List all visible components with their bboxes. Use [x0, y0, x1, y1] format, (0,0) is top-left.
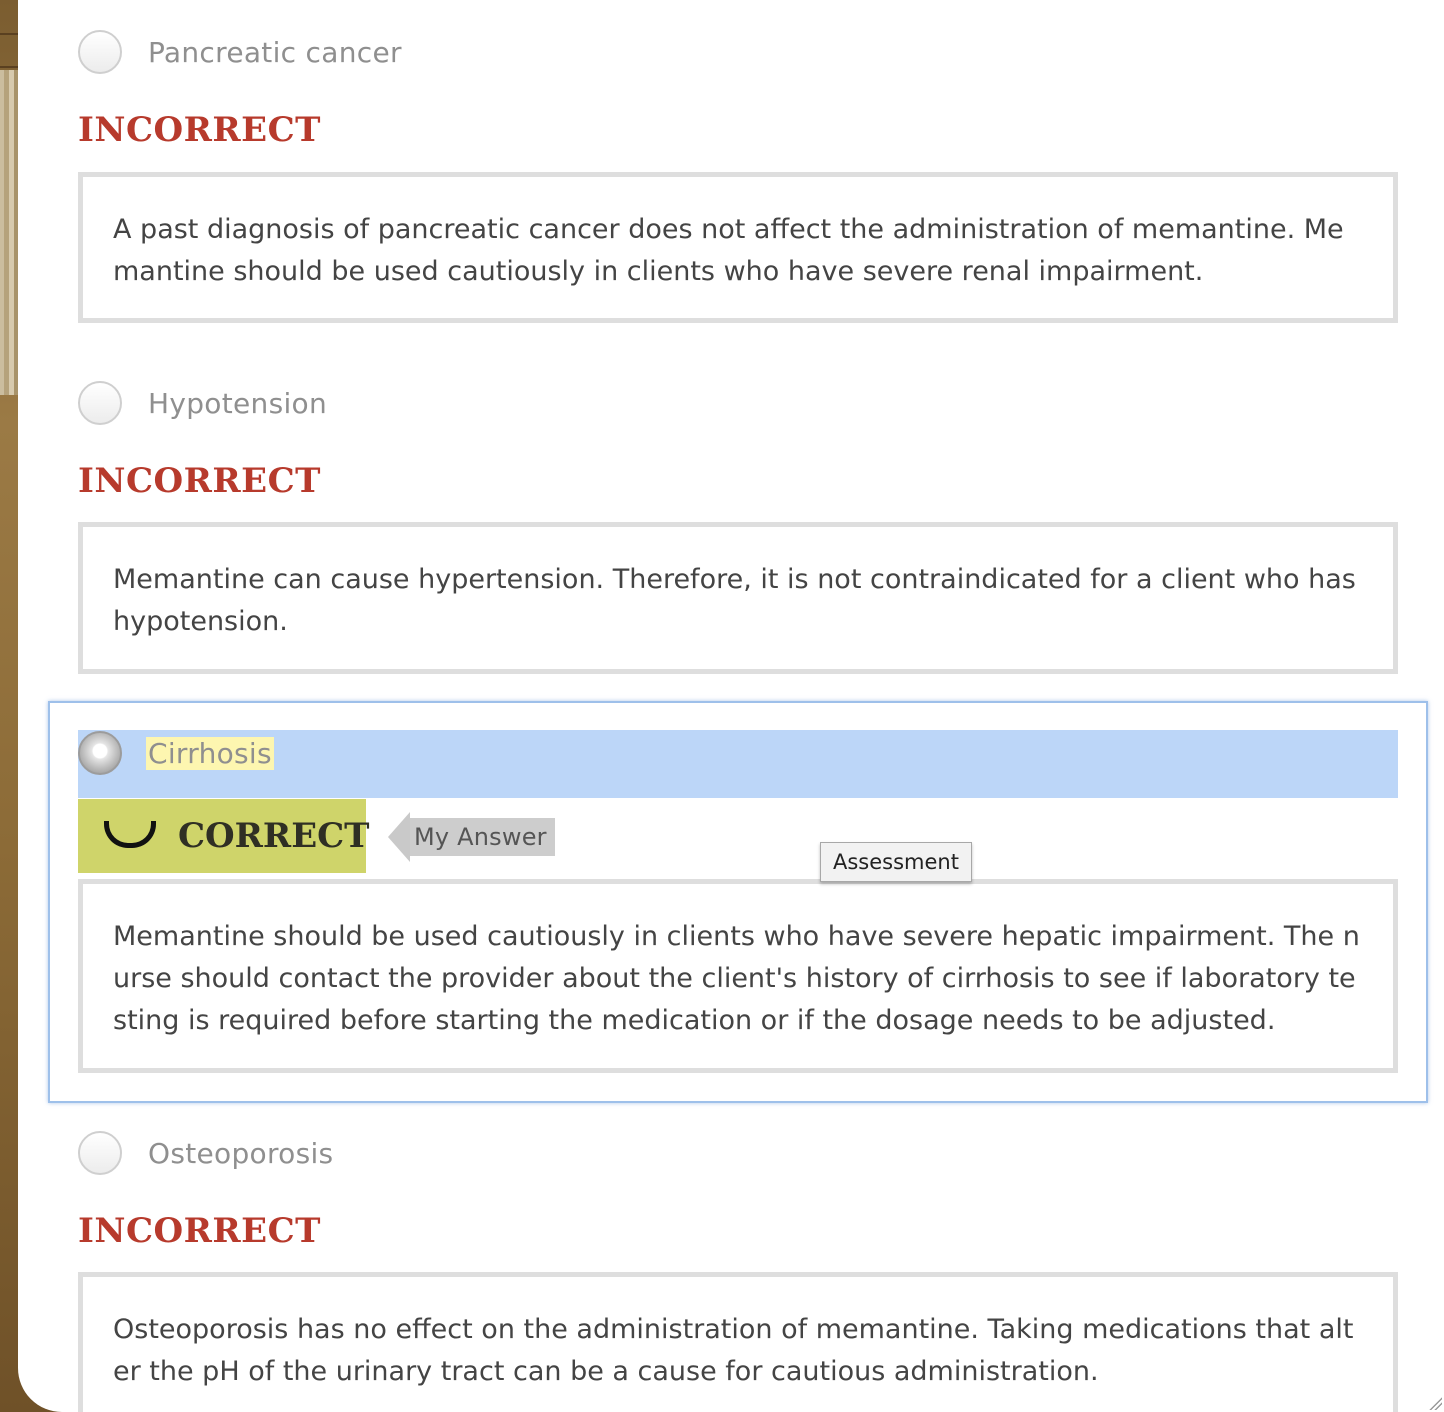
smile-icon	[96, 821, 154, 851]
option-hypotension[interactable]	[78, 378, 327, 428]
question-panel	[18, 0, 1444, 1412]
selection-highlight	[78, 730, 1398, 798]
verdict-incorrect: INCORRECT	[78, 461, 321, 501]
background-divider	[0, 33, 20, 35]
verdict-incorrect: INCORRECT	[78, 110, 321, 150]
radio-button[interactable]	[78, 1131, 122, 1175]
option-label: Cirrhosis	[148, 736, 272, 770]
rationale-box: Memantine should be used cautiously in clients who have severe hepatic impairment. The nurse should contact the provider about the client's history of cirrhosis to see if laboratory testing is required before starting the medication or if the dosage needs to be adjusted.	[78, 879, 1398, 1073]
verdict-incorrect: INCORRECT	[78, 1211, 321, 1251]
arrow-left-icon	[388, 812, 410, 862]
option-label: Osteoporosis	[148, 1136, 334, 1170]
option-pancreatic-cancer[interactable]	[78, 27, 402, 77]
correct-badge	[78, 799, 370, 873]
background-divider	[0, 66, 20, 68]
background-photo	[0, 70, 20, 395]
my-answer-label: My Answer	[410, 818, 555, 856]
my-answer-tag	[388, 812, 555, 862]
rationale-box: A past diagnosis of pancreatic cancer does not affect the administration of memantine. Memantine should be used cautiously in clients who have severe renal impairment.	[78, 172, 1398, 323]
radio-button[interactable]	[78, 30, 122, 74]
radio-button[interactable]	[78, 381, 122, 425]
option-cirrhosis[interactable]	[78, 728, 274, 778]
radio-button-selected[interactable]	[78, 731, 122, 775]
resize-grip-icon[interactable]	[1428, 1396, 1442, 1410]
rationale-box: Memantine can cause hypertension. Therefore, it is not contraindicated for a client who has hypotension.	[78, 522, 1398, 674]
rationale-box: Osteoporosis has no effect on the administration of memantine. Taking medications that alter the pH of the urinary tract can be a cause for cautious administration.	[78, 1272, 1398, 1412]
verdict-correct: CORRECT	[178, 816, 370, 856]
tooltip: Assessment	[820, 842, 972, 882]
option-label: Hypotension	[148, 386, 328, 420]
option-osteoporosis[interactable]	[78, 1128, 333, 1178]
option-label: Pancreatic cancer	[148, 35, 402, 69]
